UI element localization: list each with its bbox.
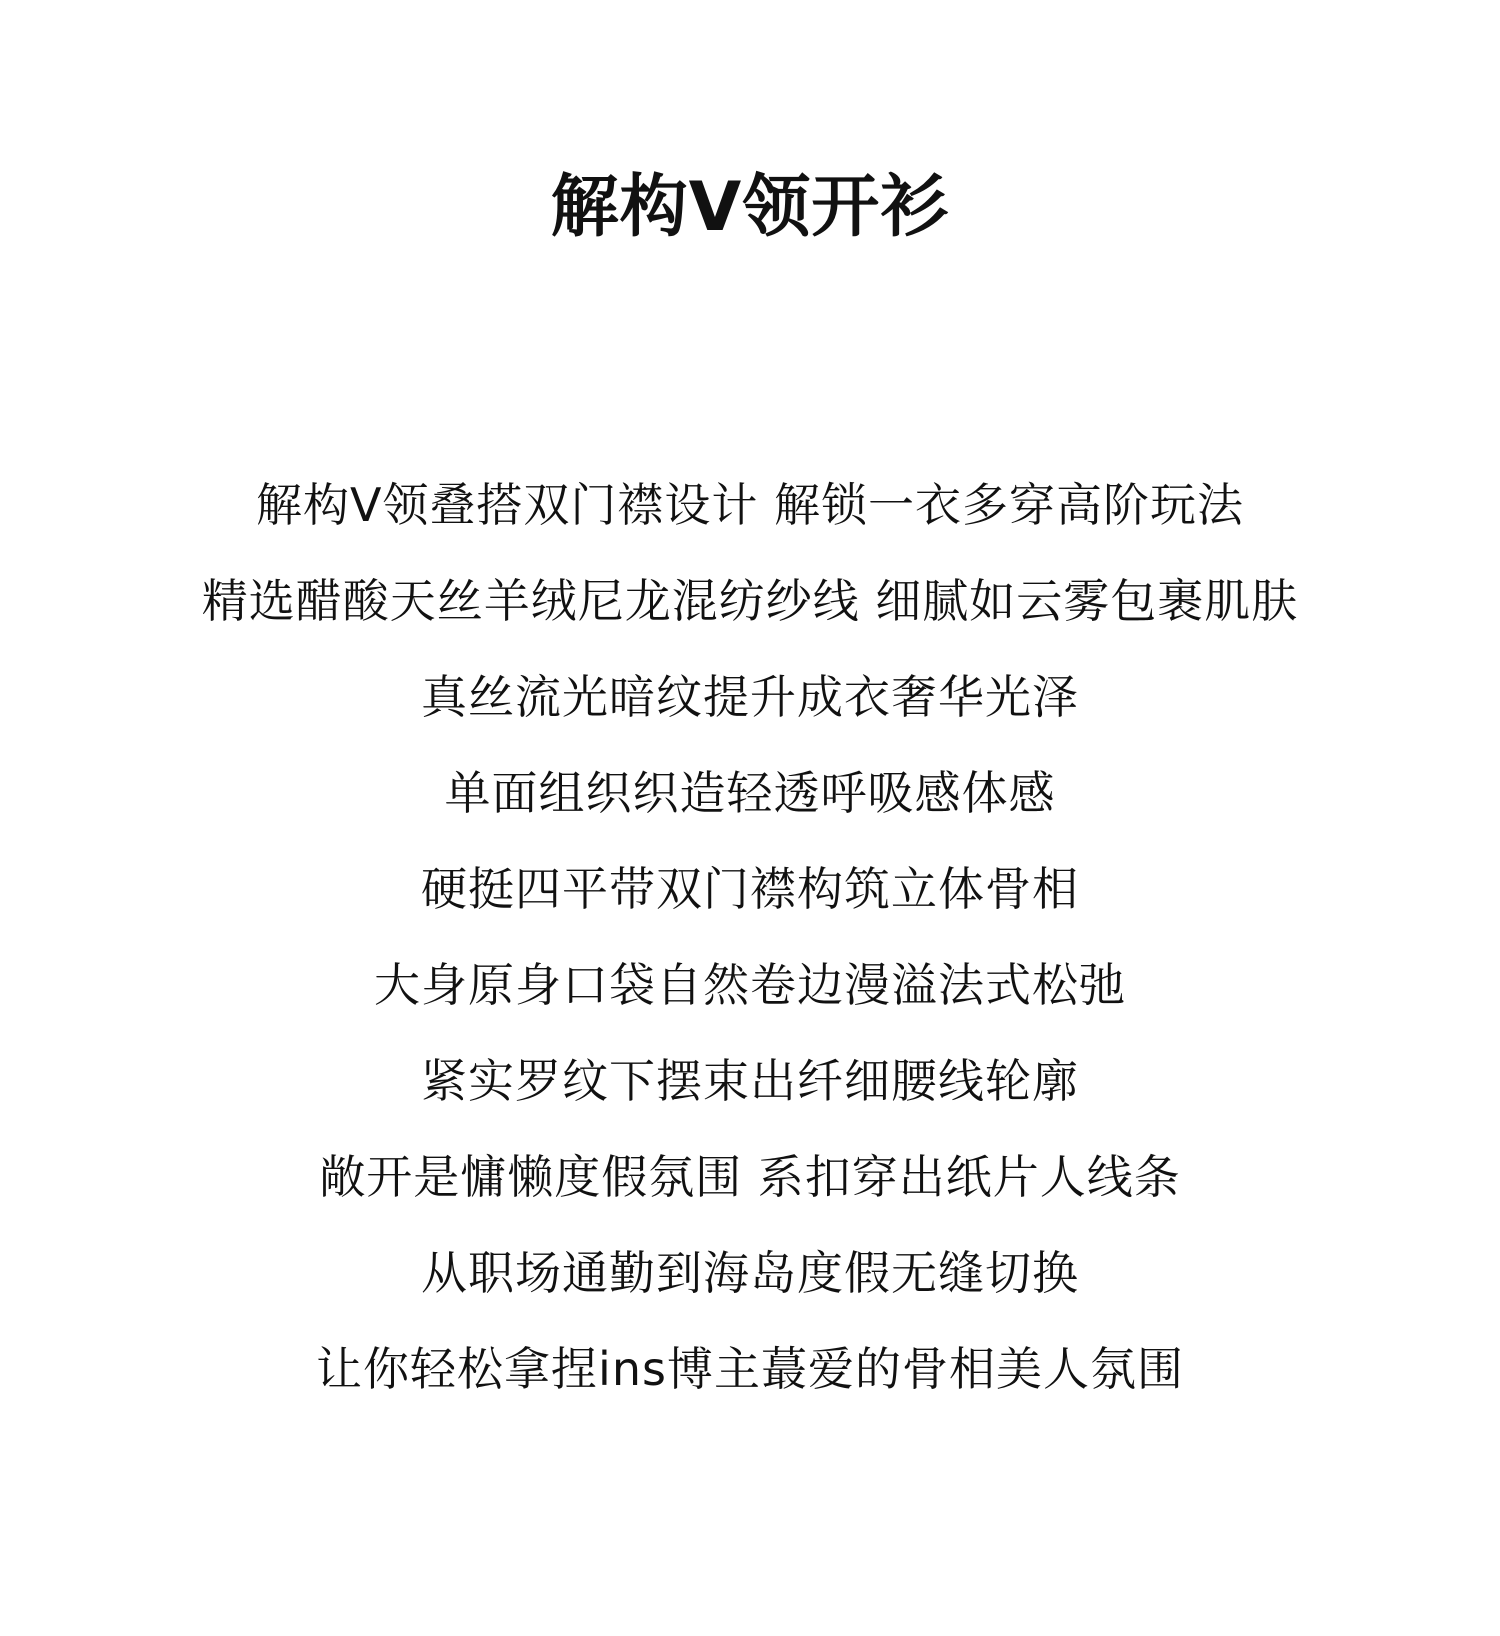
description-list (0, 470, 1500, 1430)
description-line: 让你轻松拿捏ins博主蕞爱的骨相美人氛围 (316, 1342, 1184, 1396)
description-line: 从职场通勤到海岛度假无缝切换 (421, 1246, 1079, 1300)
description-line: 大身原身口袋自然卷边漫溢法式松弛 (374, 958, 1126, 1012)
page-title: 解构V领开衫 (550, 168, 950, 247)
description-line: 硬挺四平带双门襟构筑立体骨相 (421, 862, 1079, 916)
description-line: 单面组织织造轻透呼吸感体感 (444, 766, 1056, 820)
description-line: 敞开是慵懒度假氛围 系扣穿出纸片人线条 (319, 1150, 1181, 1204)
description-line: 真丝流光暗纹提升成衣奢华光泽 (421, 670, 1079, 724)
description-line: 解构V领叠搭双门襟设计 解锁一衣多穿高阶玩法 (255, 478, 1245, 532)
description-line: 紧实罗纹下摆束出纤细腰线轮廓 (421, 1054, 1079, 1108)
description-line: 精选醋酸天丝羊绒尼龙混纺纱线 细腻如云雾包裹肌肤 (201, 574, 1299, 628)
